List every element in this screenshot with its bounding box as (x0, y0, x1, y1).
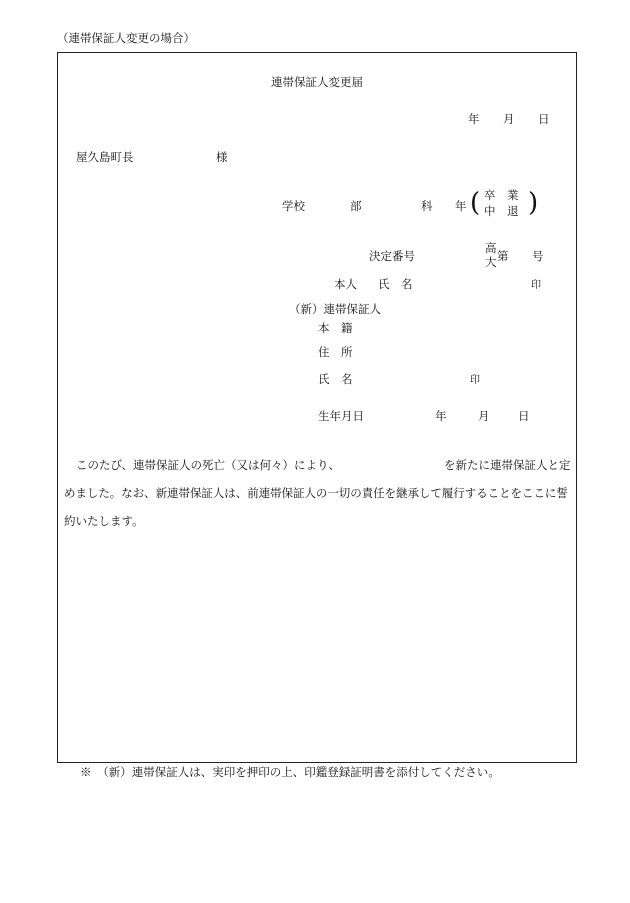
guarantor-seal: 印 (470, 375, 480, 386)
body-line-2: めました。なお、新連帯保証人は、前連帯保証人の一切の責任を継承して履行することをここに誓 (64, 486, 568, 500)
date-day: 日 (538, 112, 550, 126)
birth-year: 年 (435, 409, 447, 423)
guarantor-domicile-label: 本 籍 (318, 321, 353, 335)
addressee-honorific: 様 (216, 150, 228, 164)
form-title: 連帯保証人変更届 (271, 75, 363, 89)
department-label: 部 (350, 199, 362, 213)
guarantor-name-label: 氏 名 (318, 372, 353, 386)
header-note: （連帯保証人変更の場合） (57, 31, 195, 45)
new-guarantor-heading: （新）連帯保証人 (289, 302, 381, 316)
body-line-1: このたび、連帯保証人の死亡（又は何々）により、 (76, 458, 341, 472)
birth-day: 日 (518, 409, 530, 423)
status-bracket-right: ) (528, 188, 539, 218)
student-role: 本人 (334, 277, 357, 291)
decision-prefix: 第 (497, 249, 509, 263)
decision-level-high: 高 (485, 241, 497, 255)
decision-level-university: 大 (485, 255, 497, 269)
guarantor-address-label: 住 所 (318, 345, 353, 359)
decision-label: 決定番号 (369, 249, 415, 263)
footnote: ※ （新）連帯保証人は、実印を押印の上、印鑑登録証明書を添付してください。 (80, 765, 500, 779)
school-label: 学校 (282, 199, 305, 213)
form-frame (57, 52, 577, 763)
date-year: 年 (468, 112, 480, 126)
date-month: 月 (503, 112, 515, 126)
decision-suffix: 号 (532, 249, 544, 263)
grade-label: 年 (455, 199, 467, 213)
status-graduated: 卒 業 (484, 188, 519, 202)
birth-date-label: 生年月日 (318, 409, 364, 423)
body-line-1-end: を新たに連帯保証人と定 (444, 458, 571, 472)
student-name-label: 氏 名 (378, 277, 413, 291)
body-line-3: 約いたします。 (64, 514, 144, 528)
student-seal: 印 (531, 280, 541, 291)
addressee-name: 屋久島町長 (76, 150, 134, 164)
status-bracket-left: ( (470, 188, 481, 218)
status-withdrawn: 中 退 (484, 204, 519, 218)
birth-month: 月 (478, 409, 490, 423)
course-label: 科 (421, 199, 433, 213)
